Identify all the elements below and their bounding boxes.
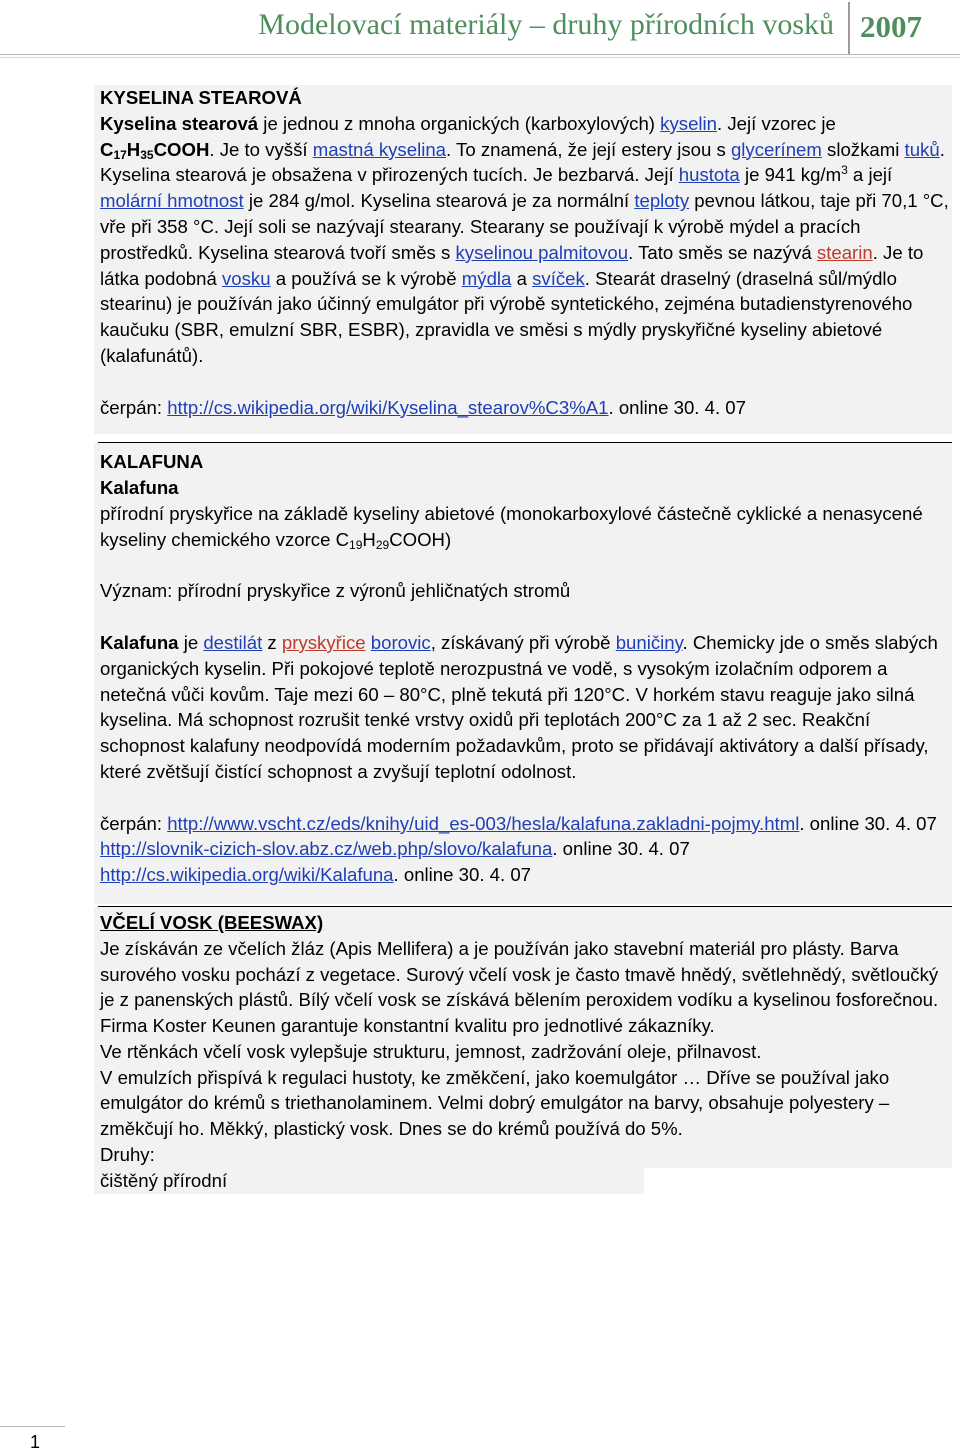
header-title: Modelovací materiály – druhy přírodních vosků [258,8,834,41]
text-run: a její [847,164,893,186]
link-kyselin[interactable]: kyselin [660,112,718,134]
text-run: a používá se k výrobě [270,267,462,289]
page-header [0,0,960,56]
text-run: přírodní pryskyřice na základě kyseliny abietové (monokarboxylové částečně cyklické a nenasycené kyseliny chemického vzorce C [100,502,923,550]
link-destilat[interactable]: destilát [203,631,263,653]
spacer [100,785,952,811]
spacer [100,888,952,904]
header-rule [0,54,960,55]
link-teploty[interactable]: teploty [634,190,690,212]
beeswax-types-label: Druhy: [100,1144,155,1166]
spacer [100,604,952,630]
link-hustota[interactable]: hustota [678,164,740,186]
formula-part: H [362,528,376,550]
source-link-vscht[interactable]: http://www.vscht.cz/eds/knihy/uid_es-003/hesla/kalafuna.zakladni-pojmy.html [167,812,800,834]
spacer [100,553,952,579]
link-buniciny[interactable]: buničiny [615,631,683,653]
spacer [100,420,952,434]
formula-part: H [126,138,141,160]
kalafuna-bold-term: Kalafuna [100,631,179,653]
text-run: . To znamená, že její estery jsou s [446,138,731,160]
source-label: čerpán: [100,812,168,834]
text-run: je [178,631,204,653]
source-link-slovnik[interactable]: http://slovnik-cizich-slov.abz.cz/web.php/slovo/kalafuna [100,838,553,860]
beeswax-paragraph-3: V emulzích přispívá k regulaci hustoty, ke změkčení, jako koemulgátor … Dříve se používal jako emulgátor do krémů s triethanolaminem. Velmi dobrý emulgátor na barvy, obsahuje polyestery – změkčují ho. Měkký, plastický vosk. Dnes se do krémů používá do 5%. [100,1066,890,1140]
beeswax-paragraph-2: Ve rtěnkách včelí vosk vylepšuje strukturu, jemnost, zadržování oleje, přilnavost. [100,1040,762,1062]
header-divider [848,2,850,54]
text-run: . Tato směs se nazývá [628,241,817,263]
link-tuku[interactable]: tuků [904,138,940,160]
link-molarni-hmotnost[interactable]: molární hmotnost [100,190,244,212]
link-mastna-kyselina[interactable]: mastná kyselina [312,138,447,160]
stearic-paragraph [100,111,952,369]
text-run: je 941 kg/m [739,164,842,186]
formula-part: COOH [153,138,210,160]
source-date: . online 30. 4. 07 [552,838,690,860]
formula-stearic [100,139,209,160]
text-run: pevnou látkou, taje při 70,1 °C, vře při 358 °C. Její soli se nazývají stearany. Stearany se používají k výrobě mýdel a pracích prostředků. Kyselina stearová tvoří směs s [100,190,949,263]
kalafuna-source-2 [100,836,952,862]
text-run: . Je to vyšší [209,138,313,160]
section-title-kalafuna: KALAFUNA [100,451,204,473]
stearic-source [100,395,952,421]
kalafuna-subtitle: Kalafuna [100,477,179,499]
link-svicek[interactable]: svíček [532,267,585,289]
kalafuna-paragraph [100,630,952,785]
link-borovic[interactable]: borovic [370,631,431,653]
formula-sub: 29 [375,537,390,552]
formula-sub: 17 [113,147,127,162]
source-date: . online 30. 4. 07 [799,812,937,834]
source-label: čerpán: [100,396,168,418]
text-run: . Stearát draselný (draselná sůl/mýdlo stearinu) je používán jako účinný emulgátor při výrobě syntetického, zejména butadienstyrenového kaučuku (SBR, emulzní SBR, ESBR), zpravidla ve směsi s mýdly pryskyřičné kyseliny abietové (kalafunátů). [100,267,913,366]
kalafuna-definition [100,501,952,553]
stearic-bold-term: Kyselina stearová [100,112,259,134]
source-link-wikipedia-kalafuna[interactable]: http://cs.wikipedia.org/wiki/Kalafuna [100,864,394,886]
kalafuna-source-1 [100,811,952,837]
section-stearic-acid [94,85,952,434]
formula-sub: 35 [140,147,154,162]
document-body [100,85,952,1194]
text-run: . Kyselina stearová je obsažena v přirozených tucích. Je bezbarvá. Její [100,138,945,186]
header-rule-secondary [0,57,960,58]
section-title-beeswax: VČELÍ VOSK (BEESWAX) [100,911,324,933]
link-glycerin[interactable]: glycerínem [730,138,822,160]
page-number: 1 [30,1432,41,1452]
kalafuna-meaning: Význam: přírodní pryskyřice z výronů jehličnatých stromů [100,580,571,602]
text-run: . Chemicky jde o směs slabých organických kyselin. Při pokojové teplotě nerozpustná ve vodě, s vysokým izolačním odporem a netečná vůči kovům. Taje mezi 60 – 80°C, plně tekutá při 120°C. V horkém stavu reaguje jako silná kyselina. Má schopnost rozrušit tenké vrstvy oxidů při teplotách 200°C za 1 až 2 sec. Reakční schopnost kalafuny neodpovídá moderním požadavkům, proto se přidávají aktivátory a další přísady, které zvětšují čistící schopnost a zvyšují teplotní odolnost. [100,631,938,782]
source-date: . online 30. 4. 07 [393,864,532,886]
kalafuna-source-3 [100,862,952,888]
superscript: 3 [841,163,848,178]
formula-part: C [100,138,114,160]
text-run: z [262,631,282,653]
formula-sub: 19 [349,537,363,552]
footer-rule [0,1426,65,1427]
text-run: složkami [821,138,905,160]
link-vosku[interactable]: vosku [222,267,271,289]
text-run: . Její vzorec je [717,112,836,134]
section-kalafuna [94,443,952,904]
beeswax-paragraph-1: Je získáván ze včelích žláz (Apis Mellifera) a je používán jako stavební materiál pro plásty. Barva surového vosku pochází z vegetace. Surový včelí vosk je často tmavě hnědý, světlehnědý, světloučký je z panenských plástů. Bílý včelí vosk se získává bělením peroxidem vodíku a kyselinou fosforečnou. Firma Koster Keunen garantuje konstantní kvalitu pro jednotlivé zákazníky. [100,937,939,1037]
text-run: je jednou z mnoha organických (karboxylových) [258,112,661,134]
text-run: , získávaný při výrobě [430,631,616,653]
formula-part: COOH) [389,528,452,550]
section-beeswax-body [94,907,952,1168]
beeswax-type-1: čištěný přírodní [94,1168,644,1194]
spacer [100,369,952,395]
source-link-wikipedia-stearic[interactable]: http://cs.wikipedia.org/wiki/Kyselina_stearov%C3%A1 [167,396,609,418]
header-year: 2007 [860,9,922,44]
text-run: . Je to látka podobná [100,241,924,289]
source-date: . online 30. 4. 07 [608,396,746,418]
section-title-stearic: KYSELINA STEAROVÁ [100,87,302,108]
text-run: a [511,267,533,289]
link-mydla[interactable]: mýdla [461,267,512,289]
link-pryskyrice[interactable]: pryskyřice [281,631,366,653]
link-kyselina-palmitova[interactable]: kyselinou palmitovou [455,241,629,263]
text-run: je 284 g/mol. Kyselina stearová je za normální [243,190,635,212]
link-stearin[interactable]: stearin [816,241,873,263]
